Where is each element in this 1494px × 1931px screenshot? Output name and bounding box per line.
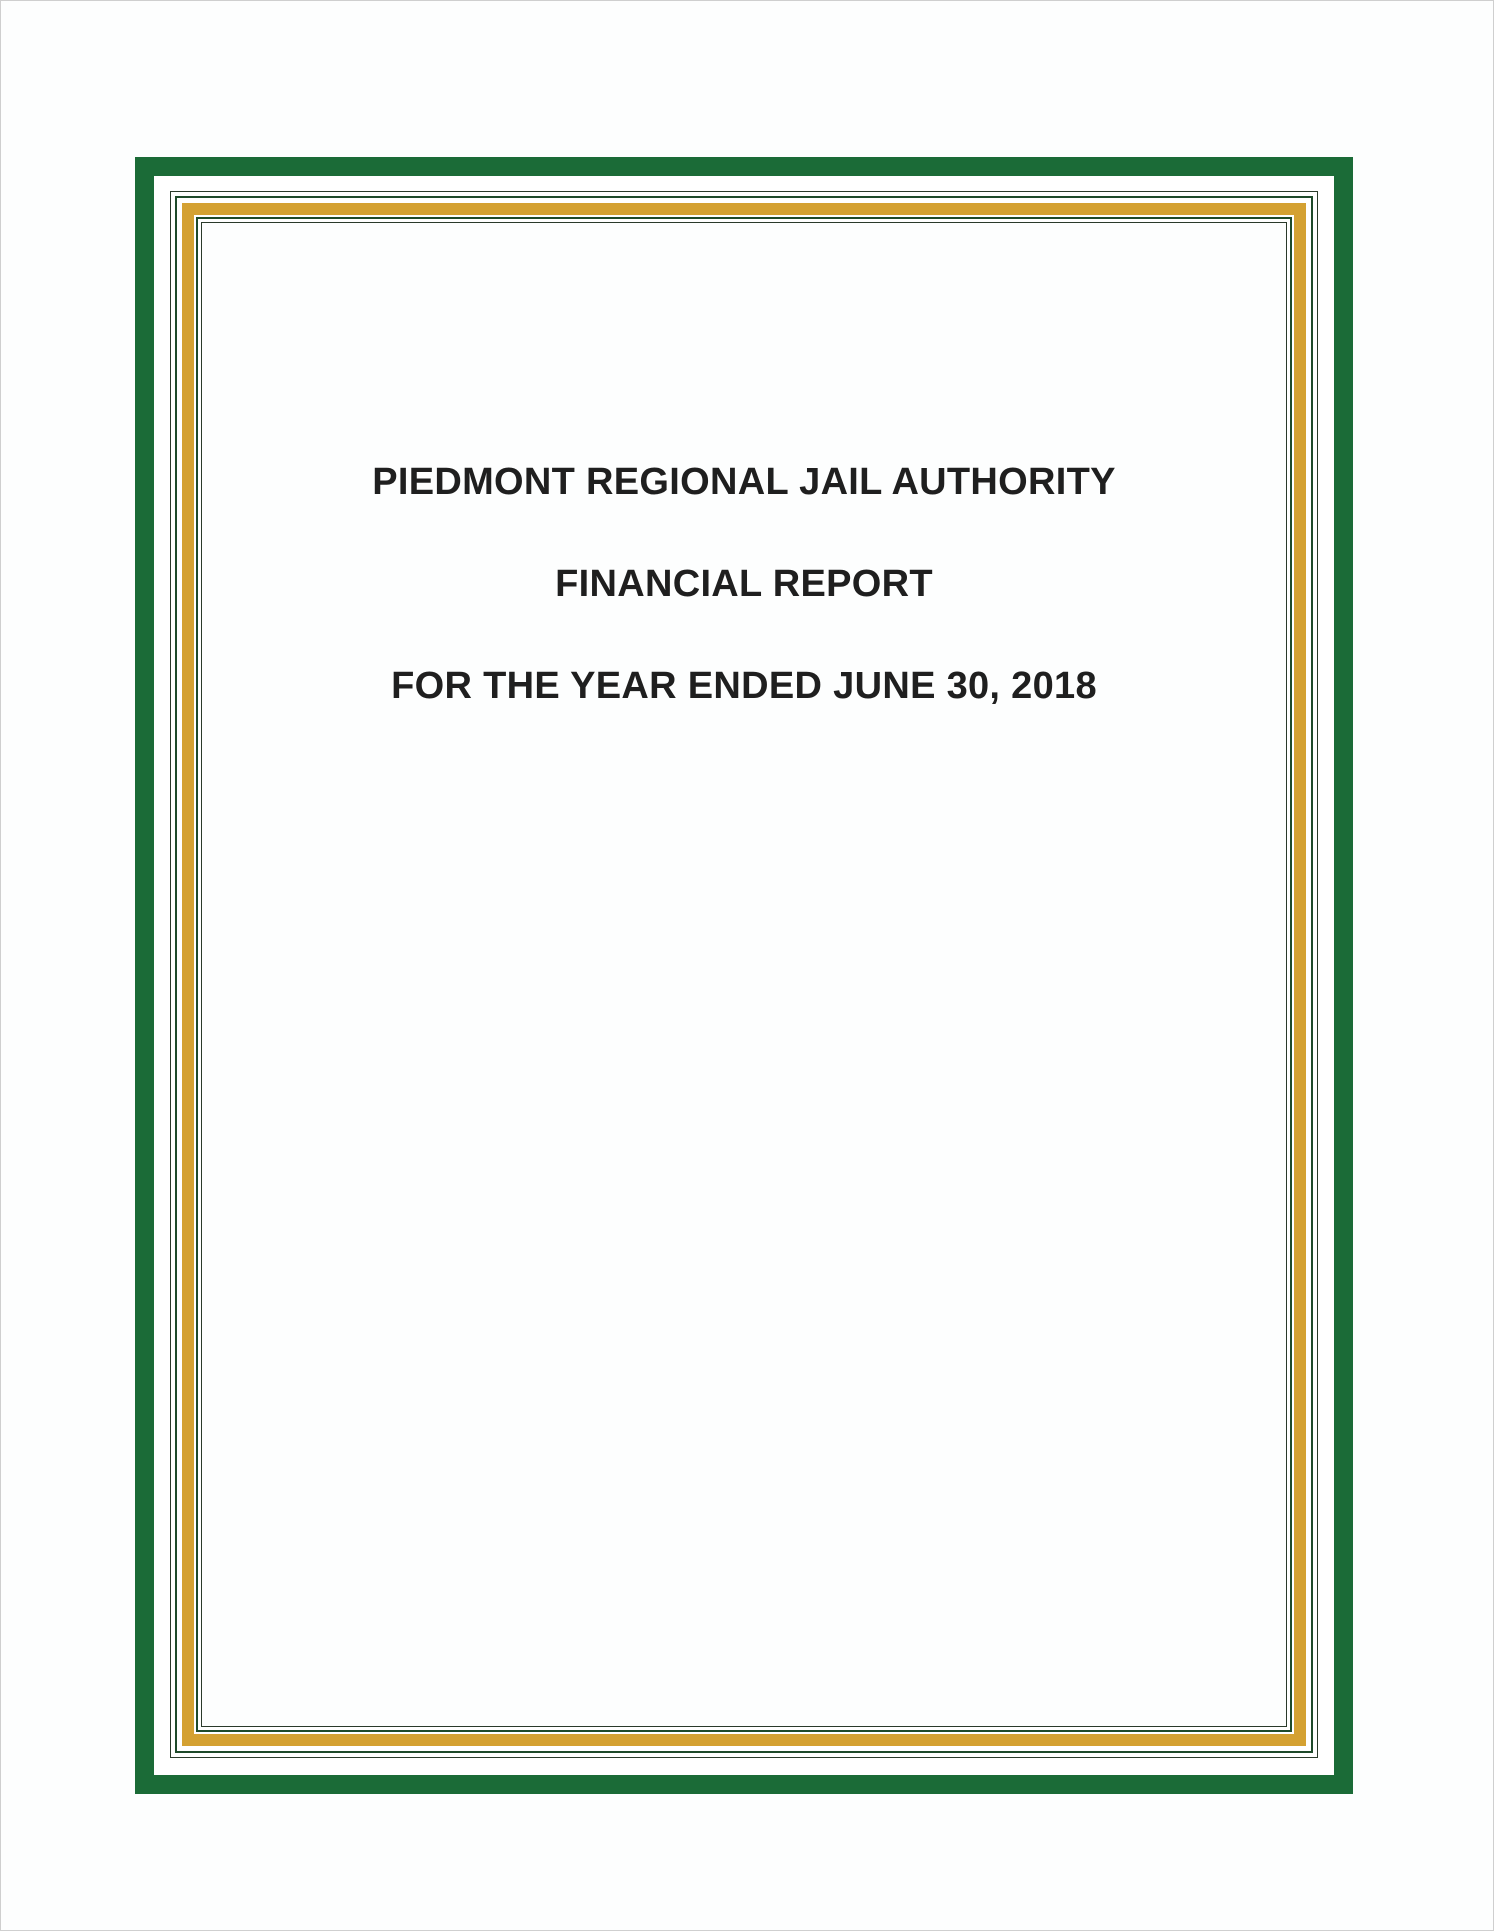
- report-title: FINANCIAL REPORT: [555, 563, 933, 605]
- cover-title-block: [201, 459, 1287, 709]
- inner-thin-rule: [201, 222, 1287, 1727]
- report-period: FOR THE YEAR ENDED JUNE 30, 2018: [391, 665, 1097, 707]
- organization-name: PIEDMONT REGIONAL JAIL AUTHORITY: [372, 461, 1116, 503]
